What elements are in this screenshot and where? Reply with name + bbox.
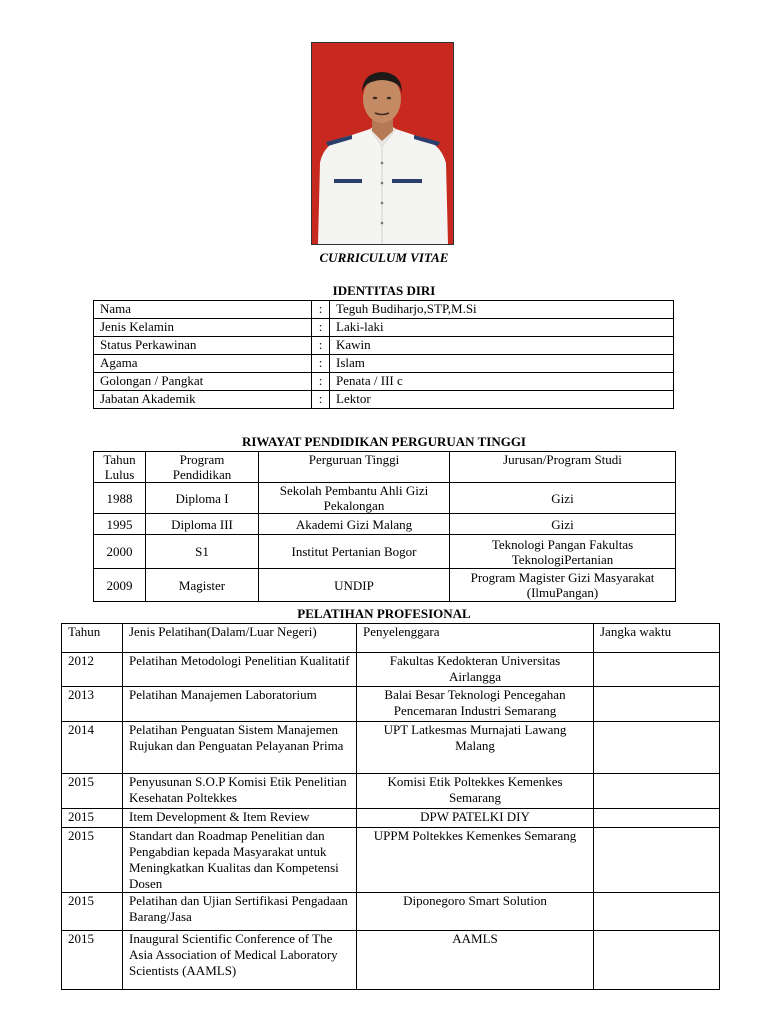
identitas-row <box>94 301 674 319</box>
table-row <box>62 809 720 828</box>
field-label: Nama <box>94 301 312 319</box>
field-label: Status Perkawinan <box>94 337 312 355</box>
table-cell: Diponegoro Smart Solution <box>357 893 594 931</box>
table-cell: Magister <box>146 569 259 602</box>
table-cell: 2015 <box>62 893 123 931</box>
pendidikan-heading: RIWAYAT PENDIDIKAN PERGURUAN TINGGI <box>241 434 526 449</box>
field-label: Agama <box>94 355 312 373</box>
table-cell <box>594 809 720 828</box>
identitas-heading: IDENTITAS DIRI <box>332 283 436 298</box>
table-cell <box>594 687 720 722</box>
table-cell: UNDIP <box>259 569 450 602</box>
field-value: Teguh Budiharjo,STP,M.Si <box>330 301 674 319</box>
table-cell: Pelatihan Penguatan Sistem Manajemen Rujukan dan Penguatan Pelayanan Prima <box>123 722 357 774</box>
table-row <box>94 483 676 514</box>
field-separator: : <box>312 391 330 409</box>
pendidikan-table <box>93 451 676 602</box>
table-cell: Inaugural Scientific Conference of The Asia Association of Medical Laboratory Scientists (AAMLS) <box>123 931 357 990</box>
table-cell: AAMLS <box>357 931 594 990</box>
table-cell: Penyusunan S.O.P Komisi Etik Penelitian Kesehatan Poltekkes <box>123 774 357 809</box>
table-cell: 1988 <box>94 483 146 514</box>
table-cell <box>594 931 720 990</box>
table-cell: 2015 <box>62 774 123 809</box>
field-label: Jabatan Akademik <box>94 391 312 409</box>
identitas-row <box>94 391 674 409</box>
table-cell: Fakultas Kedokteran Universitas Airlangga <box>357 653 594 687</box>
field-value: Penata / III c <box>330 373 674 391</box>
field-separator: : <box>312 337 330 355</box>
identitas-table <box>93 300 674 409</box>
pelatihan-table <box>61 623 720 990</box>
profile-photo <box>311 42 454 245</box>
document-title: CURRICULUM VITAE <box>319 250 449 265</box>
column-header: Program Pendidikan <box>146 452 259 483</box>
column-header: Tahun Lulus <box>94 452 146 483</box>
table-cell: 2009 <box>94 569 146 602</box>
table-cell: 2012 <box>62 653 123 687</box>
column-header: Tahun <box>62 624 123 653</box>
table-cell: UPT Latkesmas Murnajati Lawang Malang <box>357 722 594 774</box>
table-cell: Gizi <box>450 514 676 535</box>
table-cell: Program Magister Gizi Masyarakat (IlmuPangan) <box>450 569 676 602</box>
table-cell: Gizi <box>450 483 676 514</box>
field-separator: : <box>312 319 330 337</box>
table-cell: Diploma III <box>146 514 259 535</box>
table-cell: Pelatihan dan Ujian Sertifikasi Pengadaan Barang/Jasa <box>123 893 357 931</box>
table-row <box>62 774 720 809</box>
table-row <box>62 828 720 893</box>
field-separator: : <box>312 373 330 391</box>
table-cell: 2013 <box>62 687 123 722</box>
field-value: Laki-laki <box>330 319 674 337</box>
field-label: Golongan / Pangkat <box>94 373 312 391</box>
table-row <box>62 893 720 931</box>
table-cell <box>594 893 720 931</box>
table-cell: DPW PATELKI DIY <box>357 809 594 828</box>
table-cell: Pelatihan Manajemen Laboratorium <box>123 687 357 722</box>
column-header: Jangka waktu <box>594 624 720 653</box>
table-row <box>62 722 720 774</box>
table-cell: S1 <box>146 535 259 569</box>
table-header-row <box>94 452 676 483</box>
table-row <box>62 653 720 687</box>
identitas-row <box>94 373 674 391</box>
table-cell: Akademi Gizi Malang <box>259 514 450 535</box>
table-cell: 2000 <box>94 535 146 569</box>
table-cell: 2015 <box>62 809 123 828</box>
table-cell <box>594 774 720 809</box>
table-cell: 2014 <box>62 722 123 774</box>
table-cell: Sekolah Pembantu Ahli Gizi Pekalongan <box>259 483 450 514</box>
table-cell: Teknologi Pangan Fakultas TeknologiPertanian <box>450 535 676 569</box>
table-row <box>94 535 676 569</box>
table-cell <box>594 722 720 774</box>
table-row <box>62 687 720 722</box>
table-header-row <box>62 624 720 653</box>
table-cell: 1995 <box>94 514 146 535</box>
table-cell: UPPM Poltekkes Kemenkes Semarang <box>357 828 594 893</box>
column-header: Jenis Pelatihan(Dalam/Luar Negeri) <box>123 624 357 653</box>
field-separator: : <box>312 301 330 319</box>
pelatihan-heading: PELATIHAN PROFESIONAL <box>297 606 471 621</box>
table-cell: 2015 <box>62 828 123 893</box>
field-value: Kawin <box>330 337 674 355</box>
identitas-row <box>94 355 674 373</box>
table-cell <box>594 653 720 687</box>
table-row <box>94 514 676 535</box>
identitas-row <box>94 319 674 337</box>
table-cell: Item Development & Item Review <box>123 809 357 828</box>
column-header: Perguruan Tinggi <box>259 452 450 483</box>
field-value: Lektor <box>330 391 674 409</box>
table-cell: Pelatihan Metodologi Penelitian Kualitatif <box>123 653 357 687</box>
table-cell: 2015 <box>62 931 123 990</box>
table-cell: Komisi Etik Poltekkes Kemenkes Semarang <box>357 774 594 809</box>
table-row <box>94 569 676 602</box>
identitas-row <box>94 337 674 355</box>
table-cell <box>594 828 720 893</box>
table-cell: Institut Pertanian Bogor <box>259 535 450 569</box>
field-value: Islam <box>330 355 674 373</box>
table-cell: Standart dan Roadmap Penelitian dan Pengabdian kepada Masyarakat untuk Meningkatkan Kualitas dan Kompetensi Dosen <box>123 828 357 893</box>
column-header: Jurusan/Program Studi <box>450 452 676 483</box>
table-row <box>62 931 720 990</box>
field-label: Jenis Kelamin <box>94 319 312 337</box>
field-separator: : <box>312 355 330 373</box>
column-header: Penyelenggara <box>357 624 594 653</box>
table-cell: Balai Besar Teknologi Pencegahan Pencemaran Industri Semarang <box>357 687 594 722</box>
table-cell: Diploma I <box>146 483 259 514</box>
